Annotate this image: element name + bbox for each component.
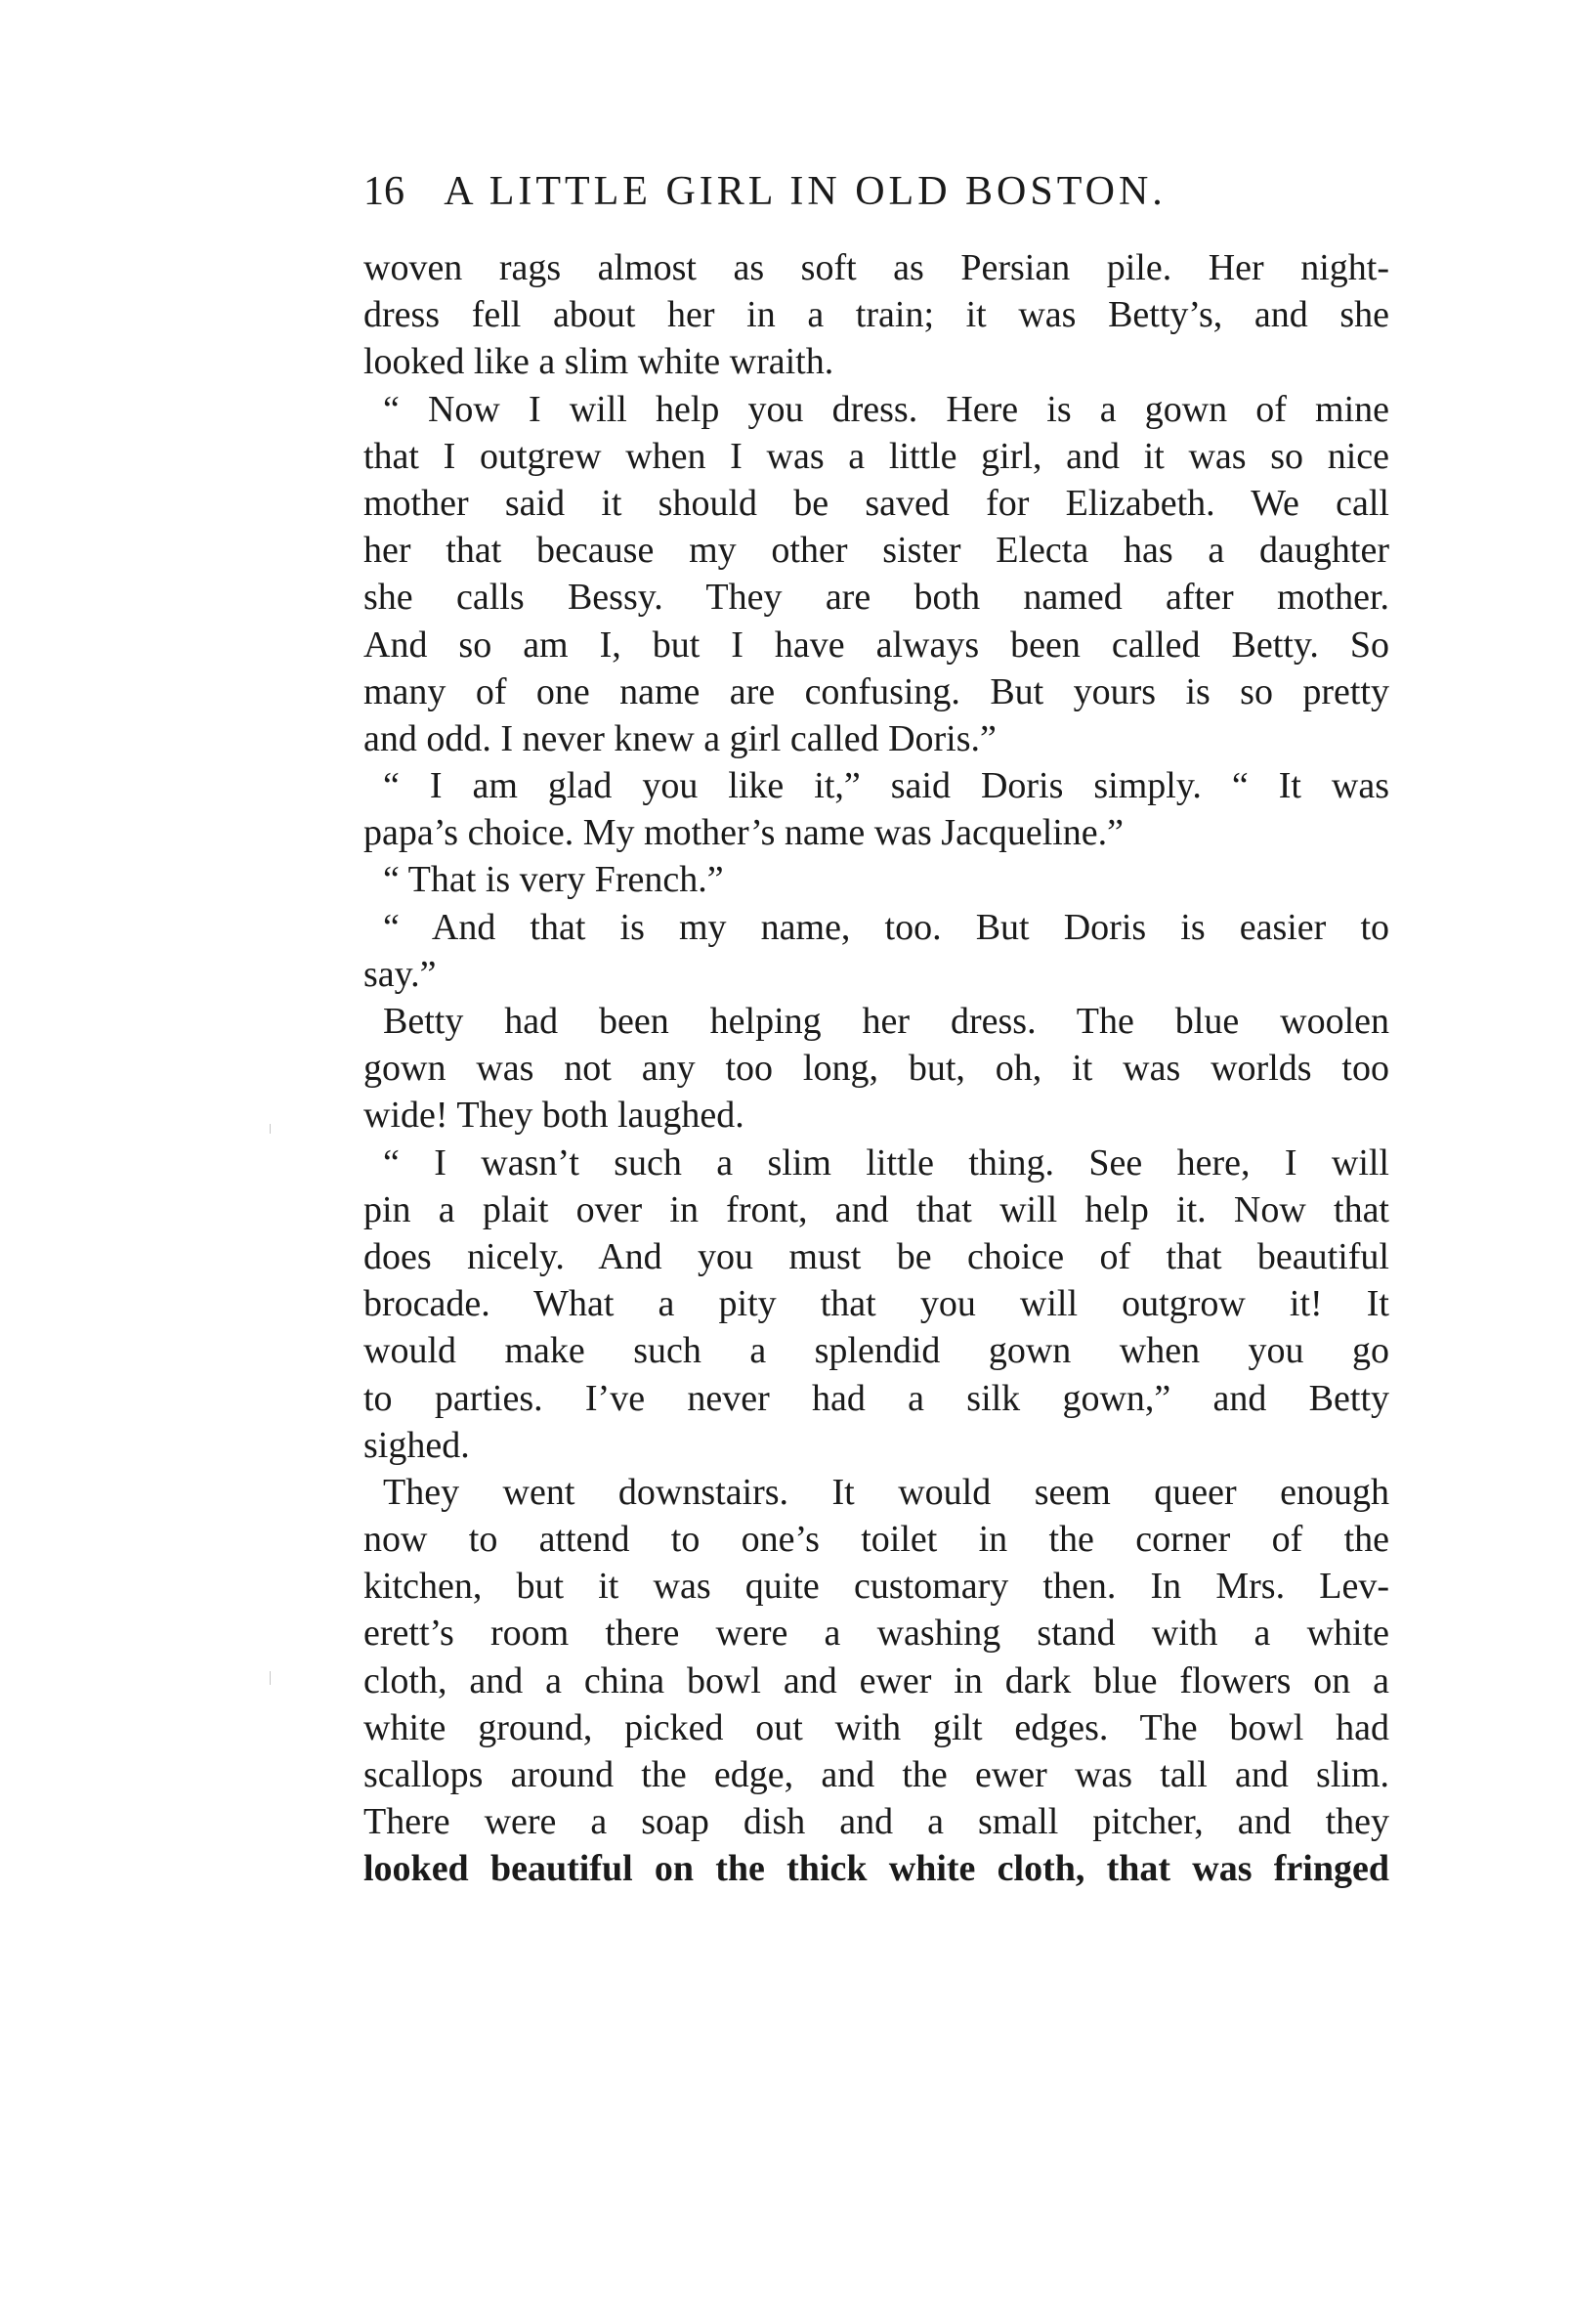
text-line: white ground, picked out with gilt edges. The bowl had [363,1706,1389,1748]
text-line: wide! They both laughed. [363,1095,744,1137]
text-line: woven rags almost as soft as Persian pile. Her night- [363,247,1389,288]
text-line: say.” [363,953,437,995]
text-line: brocade. What a pity that you will outgrow it! It [363,1283,1389,1325]
text-line: gown was not any too long, but, oh, it was worlds too [363,1048,1389,1090]
text-line: would make such a splendid gown when you go [363,1330,1389,1372]
text-line: pin a plait over in front, and that will help it. Now that [363,1188,1389,1230]
text-line: kitchen, but it was quite customary then. In Mrs. Lev- [363,1566,1389,1608]
text-line: dress fell about her in a train; it was Betty’s, and she [363,294,1389,336]
text-line: does nicely. And you must be choice of that beautiful [363,1235,1389,1277]
text-line: “ Now I will help you dress. Here is a gown of mine [383,388,1389,430]
text-line: papa’s choice. My mother’s name was Jacqueline.” [363,812,1125,854]
text-line: mother said it should be saved for Elizabeth. We call [363,482,1389,524]
text-line: There were a soap dish and a small pitcher, and they [363,1801,1389,1843]
text-line: “ That is very French.” [383,859,724,901]
text-line: her that because my other sister Electa has a daughter [363,530,1389,572]
text-line: to parties. I’ve never had a silk gown,” and Betty [363,1377,1389,1419]
text-line: many of one name are confusing. But yours is so pretty [363,670,1389,712]
text-line: And so am I, but I have always been called Betty. So [363,624,1389,666]
text-line: “ I wasn’t such a slim little thing. See here, I will [383,1141,1389,1184]
running-title: A LITTLE GIRL IN OLD BOSTON. [444,169,1167,214]
text-line: Betty had been helping her dress. The blue woolen [383,1001,1389,1042]
text-line: They went downstairs. It would seem queer enough [383,1471,1389,1513]
text-line: cloth, and a china bowl and ewer in dark blue flowers on a [363,1659,1389,1701]
page-number: 16 [363,169,404,214]
text-line: sighed. [363,1424,470,1466]
text-line: erett’s room there were a washing stand with a white [363,1613,1389,1655]
body-text [363,244,1389,1893]
text-line: now to attend to one’s toilet in the corner of the [363,1519,1389,1561]
text-line: and odd. I never knew a girl called Doris.” [363,717,997,759]
running-head [363,168,1389,227]
text-line: scallops around the edge, and the ewer was tall and slim. [363,1754,1389,1795]
margin-speck [270,1671,271,1685]
margin-speck [270,1124,271,1134]
text-line: “ I am glad you like it,” said Doris simply. “ It was [383,765,1389,807]
text-line: she calls Bessy. They are both named after mother. [363,577,1389,619]
text-line: looked like a slim white wraith. [363,341,834,383]
text-line: “ And that is my name, too. But Doris is easier to [383,906,1389,948]
text-line: looked beautiful on the thick white cloth, that was fringed [363,1848,1389,1890]
text-line: that I outgrew when I was a little girl, and it was so nice [363,435,1389,477]
